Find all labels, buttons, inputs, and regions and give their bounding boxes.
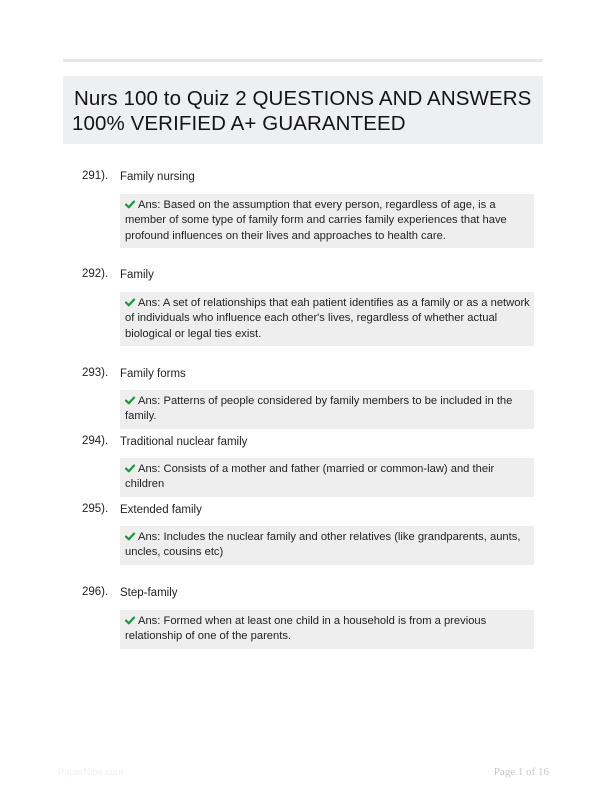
question-text: Family (120, 269, 154, 281)
answer-text: Ans: A set of relationships that eah patient identifies as a family or as a network of individuals who influence each other's lives, regardless of whether actual biological or legal ties exist. (125, 297, 530, 340)
page-indicator: Page 1 of 16 (493, 766, 549, 778)
answer-box (120, 194, 534, 248)
check-mark-icon (125, 532, 135, 541)
answer-text: Ans: Includes the nuclear family and other relatives (like grandparents, aunts, uncles, cousins etc) (125, 531, 521, 559)
check-mark-icon (125, 298, 135, 307)
top-divider (63, 59, 543, 62)
check-mark-icon (125, 396, 135, 405)
question-number: 293). (82, 367, 109, 379)
question-number: 296). (82, 586, 109, 598)
answer-box (120, 390, 534, 429)
check-mark-icon (125, 200, 135, 209)
question-number: 291). (82, 170, 109, 182)
question-text: Traditional nuclear family (120, 436, 248, 448)
question-text: Family nursing (120, 171, 195, 183)
document-title-box (63, 76, 543, 144)
question-number: 294). (82, 435, 109, 447)
footer-watermark: PaperNibe.com (58, 767, 124, 778)
question-number: 292). (82, 268, 109, 280)
answer-box (120, 458, 534, 497)
check-mark-icon (125, 464, 135, 473)
check-mark-icon (125, 616, 135, 625)
answer-text: Ans: Based on the assumption that every person, regardless of age, is a member of some type of family form and carries family experiences that have profound influences on their lives and approaches to health care. (125, 199, 507, 242)
question-text: Step-family (120, 587, 178, 599)
answer-text: Ans: Patterns of people considered by family members to be included in the family. (125, 395, 513, 423)
answer-text: Ans: Formed when at least one child in a household is from a previous relationship of one of the parents. (125, 615, 487, 643)
question-number: 295). (82, 503, 109, 515)
answer-box (120, 610, 534, 649)
question-text: Family forms (120, 368, 186, 380)
answer-box (120, 292, 534, 346)
document-title-line-2: 100% VERIFIED A+ GUARANTEED (72, 112, 406, 135)
answer-box (120, 526, 534, 565)
question-text: Extended family (120, 504, 202, 516)
answer-text: Ans: Consists of a mother and father (married or common-law) and their children (125, 463, 495, 491)
document-title-line-1: Nurs 100 to Quiz 2 QUESTIONS AND ANSWERS (74, 87, 532, 110)
